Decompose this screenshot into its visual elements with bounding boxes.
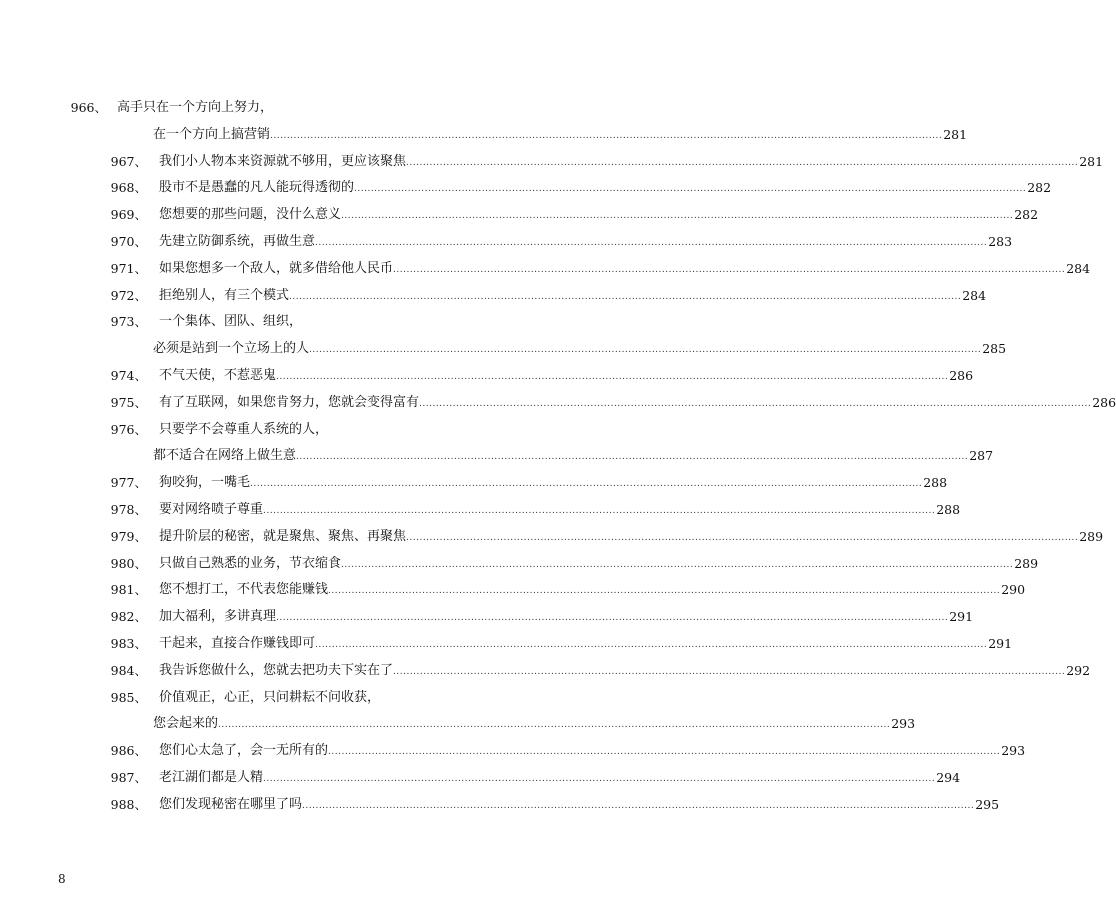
- entry-number: 977、: [110, 475, 147, 491]
- entry-title: 高手只在一个方向上努力，: [117, 100, 274, 115]
- toc-entry-line: [153, 339, 1007, 359]
- entry-number: 988、: [110, 796, 147, 812]
- entry-number: 985、: [110, 689, 147, 705]
- entry-number: 978、: [110, 502, 147, 517]
- entry-title: 先建立防御系统，再做生意: [159, 234, 316, 249]
- dot-leader: ........................................................................................................................................................................................................: [263, 774, 936, 784]
- entry-number: 976、: [110, 421, 147, 437]
- toc-entry-title-line: [110, 312, 303, 332]
- toc-entry-line: [110, 768, 961, 788]
- toc-entry-title-line: [110, 688, 381, 708]
- toc-entry-line: [110, 232, 1013, 252]
- entry-title: 必须是站到一个立场上的人: [153, 341, 310, 357]
- entry-page-number: 286: [949, 368, 974, 383]
- toc-entry-line: [110, 393, 1116, 413]
- entry-page-number: 282: [1027, 180, 1052, 196]
- entry-number: 969、: [110, 207, 147, 223]
- dot-leader: ........................................................................................................................................................................................................: [328, 747, 1001, 758]
- dot-leader: ........................................................................................................................................................................................................: [406, 157, 1079, 168]
- dot-leader: ........................................................................................................................................................................................................: [309, 345, 982, 356]
- entry-number: 974、: [110, 368, 147, 383]
- entry-title: 不气天使，不惹恶鬼: [159, 368, 277, 383]
- dot-leader: ........................................................................................................................................................................................................: [276, 613, 949, 624]
- entry-number: 987、: [110, 770, 147, 785]
- entry-title: 有了互联网，如果您肯努力，您就会变得富有: [159, 394, 420, 410]
- entry-number: 971、: [110, 260, 147, 276]
- dot-leader: ........................................................................................................................................................................................................: [341, 559, 1014, 570]
- entry-title: 我告诉您做什么，您就去把功夫下实在了: [159, 662, 394, 678]
- entry-number: 979、: [110, 528, 147, 544]
- toc-entry-line: [110, 795, 1000, 815]
- entry-page-number: 292: [1066, 662, 1091, 678]
- entry-number: 981、: [110, 582, 147, 598]
- entry-page-number: 291: [949, 609, 974, 625]
- entry-page-number: 293: [1001, 743, 1026, 759]
- entry-title: 狗咬狗，一嘴毛: [159, 475, 251, 491]
- entry-title: 干起来，直接合作赚钱即可: [159, 636, 316, 651]
- entry-number: 967、: [110, 153, 147, 169]
- dot-leader: ........................................................................................................................................................................................................: [296, 452, 969, 463]
- entry-title: 都不适合在网络上做生意: [153, 448, 297, 464]
- dot-leader: ........................................................................................................................................................................................................: [315, 238, 988, 248]
- toc-entry-line: [110, 527, 1104, 547]
- entry-title: 股市不是愚蠢的凡人能玩得透彻的: [159, 180, 355, 196]
- entry-page-number: 284: [1066, 260, 1091, 276]
- toc-entry-line: [110, 473, 948, 493]
- entry-number: 984、: [110, 662, 147, 678]
- entry-number: 970、: [110, 234, 147, 249]
- entry-title: 一个集体、团队、组织，: [159, 314, 303, 330]
- entry-number: 968、: [110, 180, 147, 196]
- dot-leader: ........................................................................................................................................................................................................: [354, 184, 1027, 195]
- toc-entry-line: [110, 205, 1039, 225]
- dot-leader: ........................................................................................................................................................................................................: [315, 640, 988, 650]
- entry-page-number: 295: [975, 796, 1000, 812]
- toc-entry-line: [110, 607, 974, 627]
- page-number: 8: [58, 872, 66, 886]
- entry-title: 老江湖们都是人精: [159, 770, 264, 785]
- entry-page-number: 288: [936, 502, 961, 517]
- entry-number: 972、: [110, 287, 147, 303]
- toc-entry-line: [110, 634, 1013, 654]
- dot-leader: ........................................................................................................................................................................................................: [419, 398, 1092, 409]
- entry-page-number: 281: [943, 126, 968, 142]
- toc-entry-title-line: [110, 420, 329, 440]
- toc-entry-line: [110, 286, 987, 306]
- entry-title: 您会起来的: [153, 716, 219, 732]
- entry-number: 973、: [110, 314, 147, 330]
- entry-title: 要对网络喷子尊重: [159, 502, 264, 517]
- entry-page-number: 289: [1014, 555, 1039, 571]
- entry-title: 只要学不会尊重人系统的人，: [159, 421, 329, 437]
- entry-title: 价值观正，心正，只问耕耘不问收获，: [159, 689, 381, 705]
- entry-page-number: 281: [1079, 153, 1104, 169]
- entry-page-number: 284: [962, 287, 987, 303]
- entry-title: 在一个方向上搞营销: [153, 126, 271, 142]
- entry-number: 975、: [110, 394, 147, 410]
- dot-leader: ........................................................................................................................................................................................................: [289, 291, 962, 302]
- entry-page-number: 282: [1014, 207, 1039, 223]
- toc-entry-line: [153, 446, 994, 466]
- toc-entry-line: [110, 366, 974, 386]
- entry-title: 您们心太急了，会一无所有的: [159, 743, 329, 759]
- toc-entry-line: [110, 661, 1091, 681]
- entry-title: 只做自己熟悉的业务，节衣缩食: [159, 555, 342, 571]
- toc-entry-line: [110, 259, 1091, 279]
- entry-title: 提升阶层的秘密，就是聚焦、聚焦、再聚焦: [159, 528, 407, 544]
- toc-entry-line: [110, 580, 1026, 600]
- entry-title: 如果您想多一个敌人，就多借给他人民币: [159, 260, 394, 276]
- entry-number: 966、: [70, 100, 107, 115]
- dot-leader: ........................................................................................................................................................................................................: [302, 800, 975, 811]
- toc-entry-line: [153, 125, 968, 145]
- entry-page-number: 287: [969, 448, 994, 464]
- dot-leader: ........................................................................................................................................................................................................: [393, 264, 1066, 275]
- toc-entry-title-line: [70, 98, 274, 118]
- entry-page-number: 286: [1092, 394, 1116, 410]
- entry-title: 您想要的那些问题，没什么意义: [159, 207, 342, 223]
- entry-page-number: 290: [1001, 582, 1026, 598]
- toc-entry-line: [153, 714, 916, 734]
- dot-leader: ........................................................................................................................................................................................................: [328, 586, 1001, 597]
- entry-title: 拒绝别人，有三个模式: [159, 287, 290, 303]
- dot-leader: ........................................................................................................................................................................................................: [276, 372, 949, 382]
- dot-leader: ........................................................................................................................................................................................................: [218, 720, 891, 731]
- dot-leader: ........................................................................................................................................................................................................: [263, 506, 936, 516]
- toc-entry-line: [110, 178, 1052, 198]
- dot-leader: ........................................................................................................................................................................................................: [393, 666, 1066, 677]
- toc-entry-line: [110, 741, 1026, 761]
- dot-leader: ........................................................................................................................................................................................................: [341, 211, 1014, 222]
- entry-page-number: 293: [891, 716, 916, 732]
- dot-leader: ........................................................................................................................................................................................................: [250, 479, 923, 490]
- toc-entry-line: [110, 152, 1104, 172]
- entry-number: 983、: [110, 636, 147, 651]
- entry-page-number: 289: [1079, 528, 1104, 544]
- entry-number: 982、: [110, 609, 147, 625]
- toc-entry-line: [110, 554, 1039, 574]
- toc-entry-line: [110, 500, 961, 520]
- entry-page-number: 285: [982, 341, 1007, 357]
- entry-number: 986、: [110, 743, 147, 759]
- entry-page-number: 283: [988, 234, 1013, 249]
- entry-page-number: 294: [936, 770, 961, 785]
- entry-title: 您们发现秘密在哪里了吗: [159, 796, 303, 812]
- entry-title: 我们小人物本来资源就不够用，更应该聚焦: [159, 153, 407, 169]
- entry-page-number: 291: [988, 636, 1013, 651]
- entry-title: 加大福利，多讲真理: [159, 609, 277, 625]
- dot-leader: ........................................................................................................................................................................................................: [270, 130, 943, 141]
- dot-leader: ........................................................................................................................................................................................................: [406, 532, 1079, 543]
- entry-number: 980、: [110, 555, 147, 571]
- entry-page-number: 288: [923, 475, 948, 491]
- entry-title: 您不想打工，不代表您能赚钱: [159, 582, 329, 598]
